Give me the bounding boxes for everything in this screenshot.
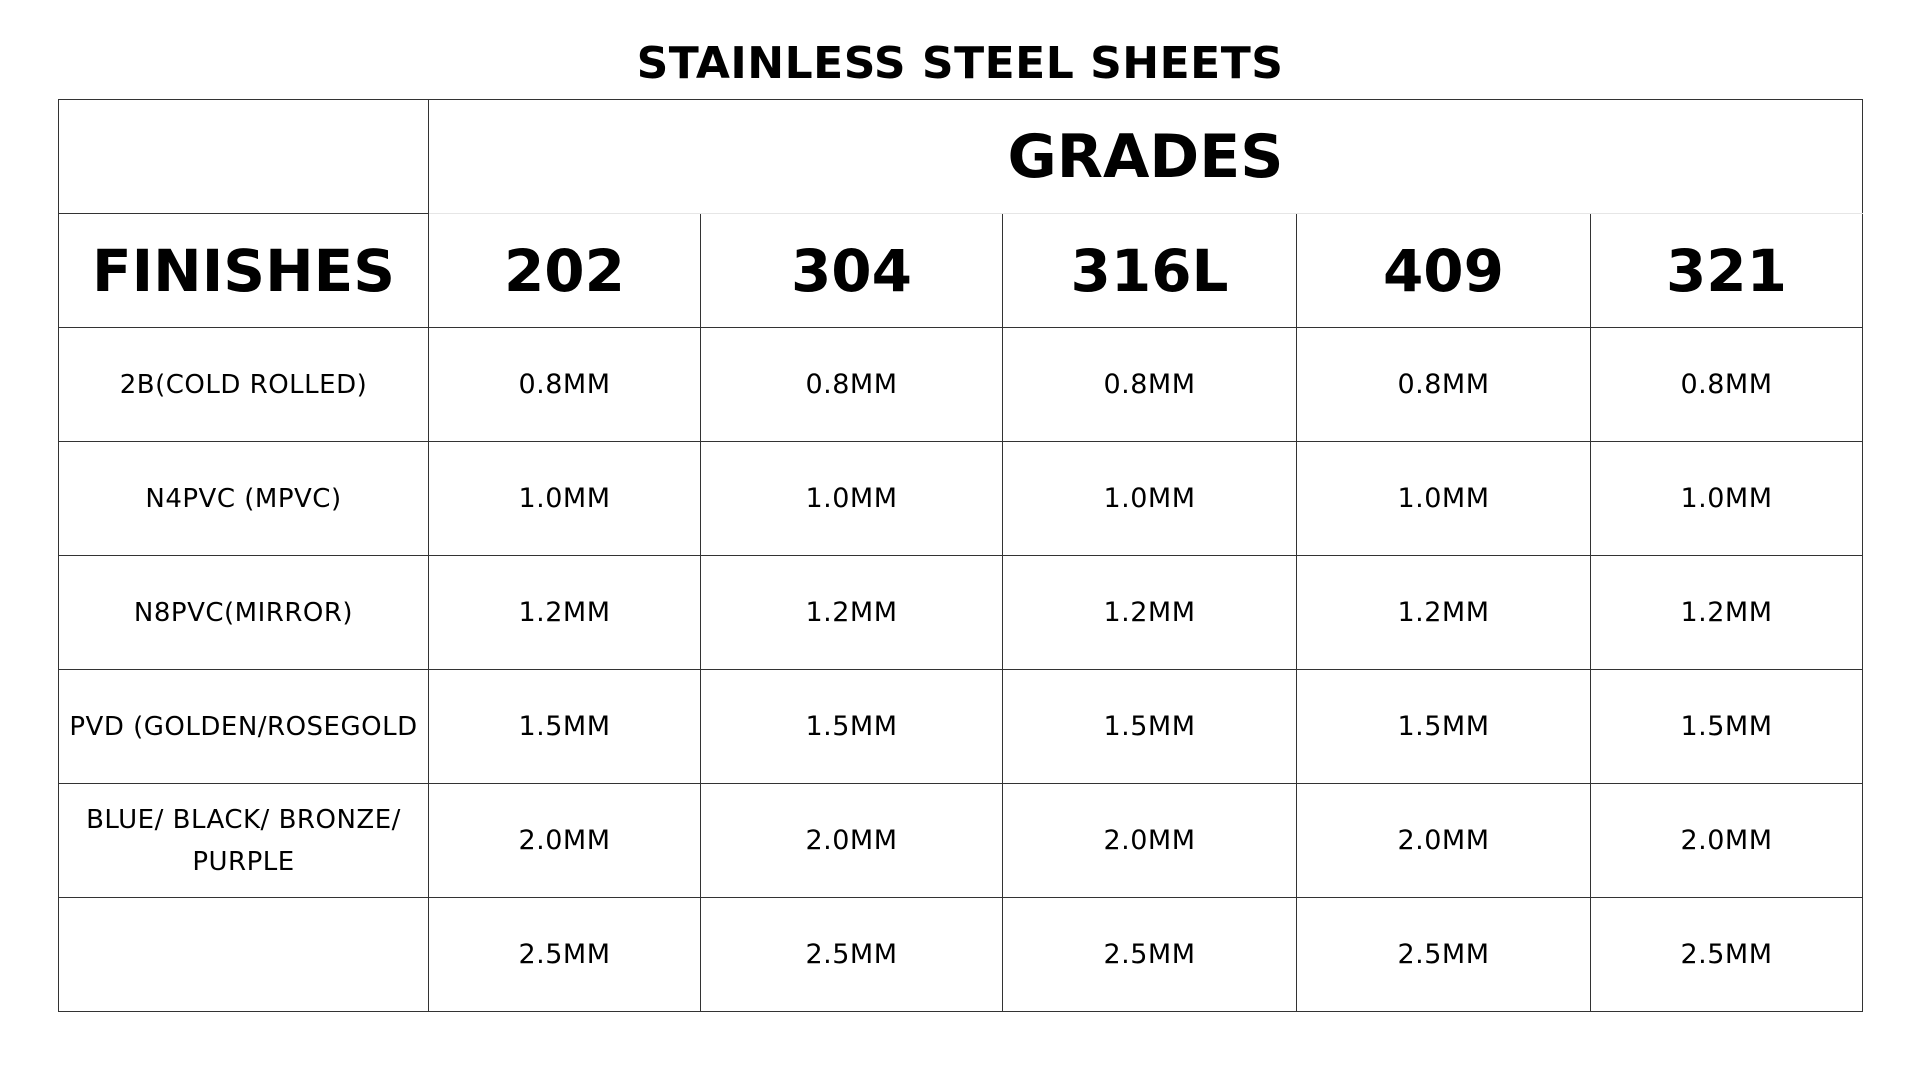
finish-cell: N8PVC(MIRROR) (59, 556, 429, 670)
finish-cell: BLUE/ BLACK/ BRONZE/ PURPLE (59, 784, 429, 898)
grades-header: GRADES (429, 100, 1863, 214)
thickness-cell: 1.2MM (1003, 556, 1297, 670)
thickness-cell: 1.0MM (1003, 442, 1297, 556)
thickness-cell: 2.5MM (429, 898, 701, 1012)
thickness-cell: 1.2MM (429, 556, 701, 670)
grades-table (58, 99, 1863, 1012)
thickness-cell: 0.8MM (429, 328, 701, 442)
thickness-cell: 1.0MM (1591, 442, 1863, 556)
finish-cell: PVD (GOLDEN/ROSEGOLD (59, 670, 429, 784)
thickness-cell: 1.2MM (1591, 556, 1863, 670)
thickness-cell: 1.2MM (701, 556, 1003, 670)
thickness-cell: 1.0MM (701, 442, 1003, 556)
header-row-grade-numbers (59, 214, 1863, 328)
thickness-cell: 2.0MM (1297, 784, 1591, 898)
finish-cell (59, 898, 429, 1012)
thickness-cell: 1.5MM (1003, 670, 1297, 784)
thickness-cell: 0.8MM (701, 328, 1003, 442)
thickness-cell: 0.8MM (1297, 328, 1591, 442)
thickness-cell: 0.8MM (1591, 328, 1863, 442)
finish-cell: 2B(COLD ROLLED) (59, 328, 429, 442)
thickness-cell: 2.5MM (1297, 898, 1591, 1012)
table-row (59, 442, 1863, 556)
thickness-cell: 1.5MM (701, 670, 1003, 784)
thickness-cell: 2.0MM (429, 784, 701, 898)
thickness-cell: 2.0MM (701, 784, 1003, 898)
thickness-cell: 2.0MM (1003, 784, 1297, 898)
thickness-cell: 2.5MM (1003, 898, 1297, 1012)
thickness-cell: 2.5MM (1591, 898, 1863, 1012)
table-row (59, 670, 1863, 784)
thickness-cell: 1.2MM (1297, 556, 1591, 670)
thickness-cell: 0.8MM (1003, 328, 1297, 442)
thickness-cell: 1.0MM (1297, 442, 1591, 556)
thickness-cell: 1.5MM (1591, 670, 1863, 784)
thickness-cell: 2.0MM (1591, 784, 1863, 898)
table-row (59, 556, 1863, 670)
grade-header-409: 409 (1297, 214, 1591, 328)
grade-header-202: 202 (429, 214, 701, 328)
grade-header-304: 304 (701, 214, 1003, 328)
finishes-header: FINISHES (59, 214, 429, 328)
empty-corner-cell (59, 100, 429, 214)
header-row-grades (59, 100, 1863, 214)
page-title: STAINLESS STEEL SHEETS (636, 38, 1284, 89)
thickness-cell: 1.5MM (1297, 670, 1591, 784)
grade-header-321: 321 (1591, 214, 1863, 328)
thickness-cell: 1.5MM (429, 670, 701, 784)
table-row (59, 328, 1863, 442)
grade-header-316l: 316L (1003, 214, 1297, 328)
finish-cell: N4PVC (MPVC) (59, 442, 429, 556)
table-row (59, 898, 1863, 1012)
thickness-cell: 2.5MM (701, 898, 1003, 1012)
thickness-cell: 1.0MM (429, 442, 701, 556)
table-row (59, 784, 1863, 898)
